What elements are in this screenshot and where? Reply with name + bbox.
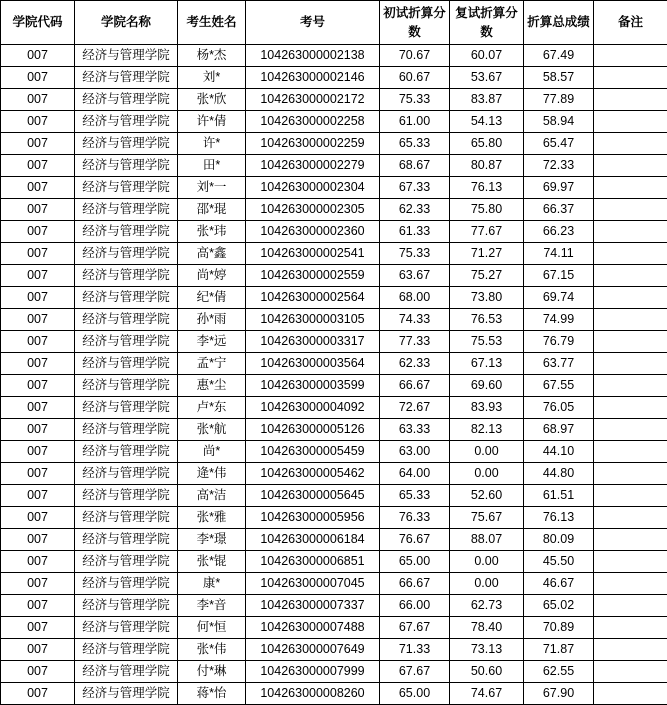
table-row (1, 573, 667, 595)
cell-college-name: 经济与管理学院 (75, 243, 178, 265)
cell-college-code: 007 (1, 133, 75, 155)
cell-total-score: 44.80 (524, 463, 594, 485)
cell-remark (594, 375, 667, 397)
cell-total-score: 72.33 (524, 155, 594, 177)
cell-college-name: 经济与管理学院 (75, 111, 178, 133)
cell-candidate-name: 纪*倩 (178, 287, 246, 309)
cell-initial-score: 75.33 (380, 89, 450, 111)
cell-total-score: 66.23 (524, 221, 594, 243)
cell-candidate-name: 张*锟 (178, 551, 246, 573)
cell-total-score: 69.97 (524, 177, 594, 199)
cell-retest-score: 0.00 (450, 573, 524, 595)
cell-college-code: 007 (1, 199, 75, 221)
cell-exam-number: 104263000007337 (246, 595, 380, 617)
cell-total-score: 76.13 (524, 507, 594, 529)
cell-exam-number: 104263000008260 (246, 683, 380, 705)
cell-exam-number: 104263000004092 (246, 397, 380, 419)
table-row (1, 397, 667, 419)
cell-college-code: 007 (1, 155, 75, 177)
cell-college-name: 经济与管理学院 (75, 639, 178, 661)
cell-college-name: 经济与管理学院 (75, 221, 178, 243)
cell-college-name: 经济与管理学院 (75, 529, 178, 551)
cell-college-name: 经济与管理学院 (75, 397, 178, 419)
cell-exam-number: 104263000003317 (246, 331, 380, 353)
cell-exam-number: 104263000005459 (246, 441, 380, 463)
cell-initial-score: 66.67 (380, 375, 450, 397)
cell-college-name: 经济与管理学院 (75, 661, 178, 683)
cell-retest-score: 75.27 (450, 265, 524, 287)
cell-total-score: 62.55 (524, 661, 594, 683)
cell-retest-score: 73.13 (450, 639, 524, 661)
cell-candidate-name: 许* (178, 133, 246, 155)
cell-retest-score: 53.67 (450, 67, 524, 89)
cell-total-score: 44.10 (524, 441, 594, 463)
table-header (1, 1, 667, 45)
cell-candidate-name: 逄*伟 (178, 463, 246, 485)
cell-retest-score: 65.80 (450, 133, 524, 155)
cell-retest-score: 80.87 (450, 155, 524, 177)
cell-retest-score: 0.00 (450, 441, 524, 463)
cell-retest-score: 75.67 (450, 507, 524, 529)
cell-retest-score: 50.60 (450, 661, 524, 683)
table-row (1, 89, 667, 111)
cell-exam-number: 104263000007045 (246, 573, 380, 595)
cell-college-code: 007 (1, 331, 75, 353)
cell-college-code: 007 (1, 683, 75, 705)
cell-exam-number: 104263000005462 (246, 463, 380, 485)
cell-total-score: 46.67 (524, 573, 594, 595)
cell-remark (594, 265, 667, 287)
cell-initial-score: 65.33 (380, 133, 450, 155)
cell-exam-number: 104263000007999 (246, 661, 380, 683)
cell-retest-score: 77.67 (450, 221, 524, 243)
cell-total-score: 74.11 (524, 243, 594, 265)
cell-total-score: 77.89 (524, 89, 594, 111)
header-row (1, 1, 667, 45)
cell-college-name: 经济与管理学院 (75, 419, 178, 441)
cell-college-name: 经济与管理学院 (75, 265, 178, 287)
table-row (1, 199, 667, 221)
cell-total-score: 76.79 (524, 331, 594, 353)
cell-initial-score: 63.67 (380, 265, 450, 287)
cell-initial-score: 68.00 (380, 287, 450, 309)
cell-college-code: 007 (1, 419, 75, 441)
cell-remark (594, 661, 667, 683)
cell-total-score: 68.97 (524, 419, 594, 441)
cell-college-code: 007 (1, 309, 75, 331)
cell-remark (594, 573, 667, 595)
table-row (1, 529, 667, 551)
table-row (1, 683, 667, 705)
cell-candidate-name: 高*鑫 (178, 243, 246, 265)
cell-candidate-name: 高*洁 (178, 485, 246, 507)
table-row (1, 551, 667, 573)
cell-remark (594, 89, 667, 111)
cell-retest-score: 71.27 (450, 243, 524, 265)
cell-college-code: 007 (1, 573, 75, 595)
cell-candidate-name: 张*航 (178, 419, 246, 441)
cell-college-name: 经济与管理学院 (75, 441, 178, 463)
table-row (1, 287, 667, 309)
table-row (1, 265, 667, 287)
cell-exam-number: 104263000003599 (246, 375, 380, 397)
cell-remark (594, 485, 667, 507)
header-total-score: 折算总成绩 (524, 1, 594, 45)
cell-remark (594, 595, 667, 617)
cell-retest-score: 67.13 (450, 353, 524, 375)
cell-total-score: 69.74 (524, 287, 594, 309)
cell-retest-score: 54.13 (450, 111, 524, 133)
cell-initial-score: 61.00 (380, 111, 450, 133)
cell-initial-score: 60.67 (380, 67, 450, 89)
cell-initial-score: 67.33 (380, 177, 450, 199)
cell-remark (594, 331, 667, 353)
table-row (1, 661, 667, 683)
cell-exam-number: 104263000002258 (246, 111, 380, 133)
header-retest-score: 复试折算分数 (450, 1, 524, 45)
cell-total-score: 67.49 (524, 45, 594, 67)
header-candidate-name: 考生姓名 (178, 1, 246, 45)
cell-total-score: 63.77 (524, 353, 594, 375)
cell-exam-number: 104263000002305 (246, 199, 380, 221)
cell-exam-number: 104263000002360 (246, 221, 380, 243)
cell-remark (594, 353, 667, 375)
cell-initial-score: 63.33 (380, 419, 450, 441)
cell-remark (594, 617, 667, 639)
table-row (1, 419, 667, 441)
cell-retest-score: 75.53 (450, 331, 524, 353)
cell-retest-score: 60.07 (450, 45, 524, 67)
cell-remark (594, 463, 667, 485)
cell-college-name: 经济与管理学院 (75, 683, 178, 705)
cell-candidate-name: 张*雅 (178, 507, 246, 529)
cell-retest-score: 76.53 (450, 309, 524, 331)
cell-initial-score: 62.33 (380, 353, 450, 375)
cell-initial-score: 72.67 (380, 397, 450, 419)
cell-remark (594, 309, 667, 331)
cell-college-code: 007 (1, 353, 75, 375)
cell-remark (594, 155, 667, 177)
cell-candidate-name: 张*玮 (178, 221, 246, 243)
table-row (1, 67, 667, 89)
cell-remark (594, 441, 667, 463)
cell-initial-score: 70.67 (380, 45, 450, 67)
cell-exam-number: 104263000002304 (246, 177, 380, 199)
cell-total-score: 74.99 (524, 309, 594, 331)
cell-remark (594, 221, 667, 243)
cell-remark (594, 67, 667, 89)
cell-college-name: 经济与管理学院 (75, 133, 178, 155)
cell-initial-score: 65.33 (380, 485, 450, 507)
cell-remark (594, 199, 667, 221)
cell-initial-score: 61.33 (380, 221, 450, 243)
cell-remark (594, 639, 667, 661)
cell-retest-score: 75.80 (450, 199, 524, 221)
cell-college-name: 经济与管理学院 (75, 507, 178, 529)
table-row (1, 177, 667, 199)
cell-initial-score: 68.67 (380, 155, 450, 177)
cell-exam-number: 104263000002559 (246, 265, 380, 287)
cell-college-name: 经济与管理学院 (75, 485, 178, 507)
cell-remark (594, 551, 667, 573)
cell-remark (594, 243, 667, 265)
cell-initial-score: 74.33 (380, 309, 450, 331)
cell-total-score: 65.02 (524, 595, 594, 617)
table-row (1, 639, 667, 661)
cell-exam-number: 104263000002259 (246, 133, 380, 155)
cell-total-score: 76.05 (524, 397, 594, 419)
table-row (1, 243, 667, 265)
cell-remark (594, 287, 667, 309)
cell-initial-score: 75.33 (380, 243, 450, 265)
cell-retest-score: 88.07 (450, 529, 524, 551)
cell-college-name: 经济与管理学院 (75, 45, 178, 67)
cell-initial-score: 63.00 (380, 441, 450, 463)
cell-college-code: 007 (1, 45, 75, 67)
table-row (1, 353, 667, 375)
cell-initial-score: 71.33 (380, 639, 450, 661)
table-row (1, 375, 667, 397)
cell-candidate-name: 尚*婷 (178, 265, 246, 287)
cell-exam-number: 104263000006851 (246, 551, 380, 573)
cell-total-score: 45.50 (524, 551, 594, 573)
cell-college-code: 007 (1, 67, 75, 89)
cell-initial-score: 66.67 (380, 573, 450, 595)
cell-exam-number: 104263000002541 (246, 243, 380, 265)
cell-college-code: 007 (1, 441, 75, 463)
cell-college-name: 经济与管理学院 (75, 353, 178, 375)
cell-candidate-name: 刘*一 (178, 177, 246, 199)
cell-college-code: 007 (1, 375, 75, 397)
cell-retest-score: 0.00 (450, 551, 524, 573)
cell-college-code: 007 (1, 529, 75, 551)
cell-remark (594, 529, 667, 551)
cell-exam-number: 104263000005126 (246, 419, 380, 441)
cell-college-name: 经济与管理学院 (75, 155, 178, 177)
header-remark: 备注 (594, 1, 667, 45)
cell-college-code: 007 (1, 595, 75, 617)
cell-college-name: 经济与管理学院 (75, 595, 178, 617)
cell-college-name: 经济与管理学院 (75, 67, 178, 89)
cell-college-name: 经济与管理学院 (75, 617, 178, 639)
cell-remark (594, 133, 667, 155)
table-row (1, 463, 667, 485)
cell-total-score: 61.51 (524, 485, 594, 507)
cell-candidate-name: 惠*尘 (178, 375, 246, 397)
cell-retest-score: 74.67 (450, 683, 524, 705)
cell-college-code: 007 (1, 485, 75, 507)
cell-candidate-name: 蒋*怡 (178, 683, 246, 705)
cell-retest-score: 82.13 (450, 419, 524, 441)
cell-initial-score: 67.67 (380, 661, 450, 683)
cell-college-code: 007 (1, 551, 75, 573)
cell-initial-score: 66.00 (380, 595, 450, 617)
cell-total-score: 67.90 (524, 683, 594, 705)
cell-initial-score: 77.33 (380, 331, 450, 353)
table-row (1, 485, 667, 507)
cell-college-code: 007 (1, 397, 75, 419)
cell-college-code: 007 (1, 111, 75, 133)
cell-retest-score: 73.80 (450, 287, 524, 309)
cell-retest-score: 83.87 (450, 89, 524, 111)
cell-college-code: 007 (1, 89, 75, 111)
cell-candidate-name: 田* (178, 155, 246, 177)
cell-exam-number: 104263000007649 (246, 639, 380, 661)
table-row (1, 617, 667, 639)
cell-college-name: 经济与管理学院 (75, 287, 178, 309)
cell-exam-number: 104263000003564 (246, 353, 380, 375)
cell-college-name: 经济与管理学院 (75, 199, 178, 221)
table-row (1, 441, 667, 463)
cell-candidate-name: 孙*雨 (178, 309, 246, 331)
cell-retest-score: 78.40 (450, 617, 524, 639)
table-row (1, 221, 667, 243)
cell-college-name: 经济与管理学院 (75, 177, 178, 199)
table-row (1, 111, 667, 133)
cell-candidate-name: 卢*东 (178, 397, 246, 419)
cell-total-score: 67.15 (524, 265, 594, 287)
header-college-code: 学院代码 (1, 1, 75, 45)
cell-retest-score: 76.13 (450, 177, 524, 199)
cell-candidate-name: 孟*宁 (178, 353, 246, 375)
cell-initial-score: 67.67 (380, 617, 450, 639)
cell-exam-number: 104263000002138 (246, 45, 380, 67)
cell-college-name: 经济与管理学院 (75, 463, 178, 485)
cell-total-score: 80.09 (524, 529, 594, 551)
cell-college-code: 007 (1, 507, 75, 529)
cell-college-code: 007 (1, 177, 75, 199)
cell-college-name: 经济与管理学院 (75, 573, 178, 595)
cell-college-code: 007 (1, 639, 75, 661)
cell-initial-score: 76.33 (380, 507, 450, 529)
cell-remark (594, 683, 667, 705)
header-exam-number: 考号 (246, 1, 380, 45)
cell-retest-score: 0.00 (450, 463, 524, 485)
cell-exam-number: 104263000003105 (246, 309, 380, 331)
table-row (1, 309, 667, 331)
cell-college-name: 经济与管理学院 (75, 375, 178, 397)
cell-exam-number: 104263000006184 (246, 529, 380, 551)
cell-remark (594, 419, 667, 441)
cell-college-code: 007 (1, 243, 75, 265)
cell-remark (594, 45, 667, 67)
cell-candidate-name: 邵*琨 (178, 199, 246, 221)
cell-candidate-name: 张*伟 (178, 639, 246, 661)
cell-college-code: 007 (1, 287, 75, 309)
cell-exam-number: 104263000005956 (246, 507, 380, 529)
cell-remark (594, 507, 667, 529)
cell-candidate-name: 刘* (178, 67, 246, 89)
cell-initial-score: 65.00 (380, 683, 450, 705)
cell-candidate-name: 杨*杰 (178, 45, 246, 67)
cell-remark (594, 111, 667, 133)
cell-initial-score: 62.33 (380, 199, 450, 221)
cell-remark (594, 397, 667, 419)
cell-college-name: 经济与管理学院 (75, 551, 178, 573)
cell-candidate-name: 付*琳 (178, 661, 246, 683)
cell-initial-score: 64.00 (380, 463, 450, 485)
cell-college-name: 经济与管理学院 (75, 89, 178, 111)
header-initial-score: 初试折算分数 (380, 1, 450, 45)
cell-exam-number: 104263000002279 (246, 155, 380, 177)
table-row (1, 595, 667, 617)
cell-college-code: 007 (1, 463, 75, 485)
cell-college-name: 经济与管理学院 (75, 331, 178, 353)
cell-candidate-name: 许*倩 (178, 111, 246, 133)
cell-retest-score: 83.93 (450, 397, 524, 419)
cell-college-code: 007 (1, 617, 75, 639)
cell-total-score: 70.89 (524, 617, 594, 639)
cell-candidate-name: 张*欣 (178, 89, 246, 111)
cell-candidate-name: 尚* (178, 441, 246, 463)
cell-total-score: 58.94 (524, 111, 594, 133)
cell-initial-score: 65.00 (380, 551, 450, 573)
cell-candidate-name: 李*音 (178, 595, 246, 617)
table-row (1, 507, 667, 529)
cell-college-code: 007 (1, 221, 75, 243)
cell-retest-score: 69.60 (450, 375, 524, 397)
cell-total-score: 66.37 (524, 199, 594, 221)
cell-exam-number: 104263000002146 (246, 67, 380, 89)
cell-candidate-name: 康* (178, 573, 246, 595)
score-table-body (1, 45, 667, 705)
table-row (1, 45, 667, 67)
cell-college-name: 经济与管理学院 (75, 309, 178, 331)
table-row (1, 331, 667, 353)
cell-total-score: 58.57 (524, 67, 594, 89)
cell-retest-score: 52.60 (450, 485, 524, 507)
cell-exam-number: 104263000005645 (246, 485, 380, 507)
cell-total-score: 71.87 (524, 639, 594, 661)
cell-initial-score: 76.67 (380, 529, 450, 551)
cell-remark (594, 177, 667, 199)
header-college-name: 学院名称 (75, 1, 178, 45)
cell-exam-number: 104263000007488 (246, 617, 380, 639)
table-row (1, 155, 667, 177)
cell-retest-score: 62.73 (450, 595, 524, 617)
cell-college-code: 007 (1, 265, 75, 287)
cell-candidate-name: 何*恒 (178, 617, 246, 639)
table-row (1, 133, 667, 155)
cell-exam-number: 104263000002172 (246, 89, 380, 111)
cell-exam-number: 104263000002564 (246, 287, 380, 309)
cell-candidate-name: 李*远 (178, 331, 246, 353)
cell-candidate-name: 李*璟 (178, 529, 246, 551)
cell-total-score: 65.47 (524, 133, 594, 155)
cell-total-score: 67.55 (524, 375, 594, 397)
cell-college-code: 007 (1, 661, 75, 683)
